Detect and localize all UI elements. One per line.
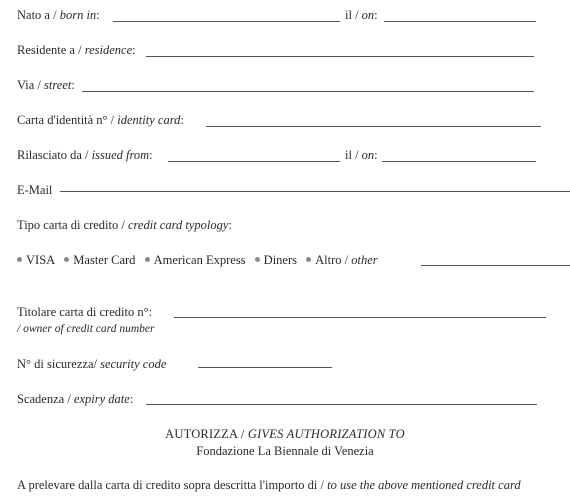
card-option-other[interactable]: Altro / other bbox=[306, 253, 378, 267]
authorization-recipient: Fondazione La Biennale di Venezia bbox=[196, 444, 374, 458]
residence-field[interactable] bbox=[146, 56, 534, 57]
residence-label: Residente a / residence: bbox=[17, 43, 136, 57]
radio-bullet-icon bbox=[306, 257, 311, 262]
born-in-label: Nato a / born in: bbox=[17, 8, 100, 22]
radio-bullet-icon bbox=[145, 257, 150, 262]
born-on-label: il / on: bbox=[345, 8, 378, 22]
issued-from-label: Rilasciato da / issued from: bbox=[17, 148, 153, 162]
issued-on-field[interactable] bbox=[382, 161, 536, 162]
street-label: Via / street: bbox=[17, 78, 75, 92]
born-in-field[interactable] bbox=[113, 21, 340, 22]
security-code-label: N° di sicurezza/ security code bbox=[17, 357, 167, 371]
card-type-label: Tipo carta di credito / credit card typology: bbox=[17, 218, 232, 232]
radio-bullet-icon bbox=[255, 257, 260, 262]
security-code-field[interactable] bbox=[198, 367, 332, 368]
expiry-date-field[interactable] bbox=[146, 404, 537, 405]
card-option-diners[interactable]: Diners bbox=[255, 253, 297, 267]
card-holder-label: Titolare carta di credito n°: bbox=[17, 305, 153, 319]
card-option-amex[interactable]: American Express bbox=[145, 253, 246, 267]
card-option-visa[interactable]: VISA bbox=[17, 253, 55, 267]
born-on-field[interactable] bbox=[384, 21, 536, 22]
card-options bbox=[17, 253, 384, 267]
card-holder-label-en: / owner of credit card number bbox=[17, 323, 155, 335]
authorization-heading: AUTORIZZA / GIVES AUTHORIZATION TO bbox=[165, 427, 405, 441]
radio-bullet-icon bbox=[64, 257, 69, 262]
card-other-field[interactable] bbox=[421, 265, 570, 266]
issued-on-label: il / on: bbox=[345, 148, 378, 162]
email-field[interactable] bbox=[60, 191, 570, 192]
identity-card-field[interactable] bbox=[206, 126, 541, 127]
street-field[interactable] bbox=[82, 91, 534, 92]
card-number-field[interactable] bbox=[174, 317, 546, 318]
email-label: E-Mail bbox=[17, 183, 53, 197]
issued-from-field[interactable] bbox=[168, 161, 340, 162]
withdraw-statement: A prelevare dalla carta di credito sopra descritta l'importo di / to use the above mentioned credit card bbox=[17, 478, 521, 492]
identity-card-label: Carta d'identità n° / identity card: bbox=[17, 113, 184, 127]
card-option-mastercard[interactable]: Master Card bbox=[64, 253, 135, 267]
expiry-date-label: Scadenza / expiry date: bbox=[17, 392, 134, 406]
radio-bullet-icon bbox=[17, 257, 22, 262]
